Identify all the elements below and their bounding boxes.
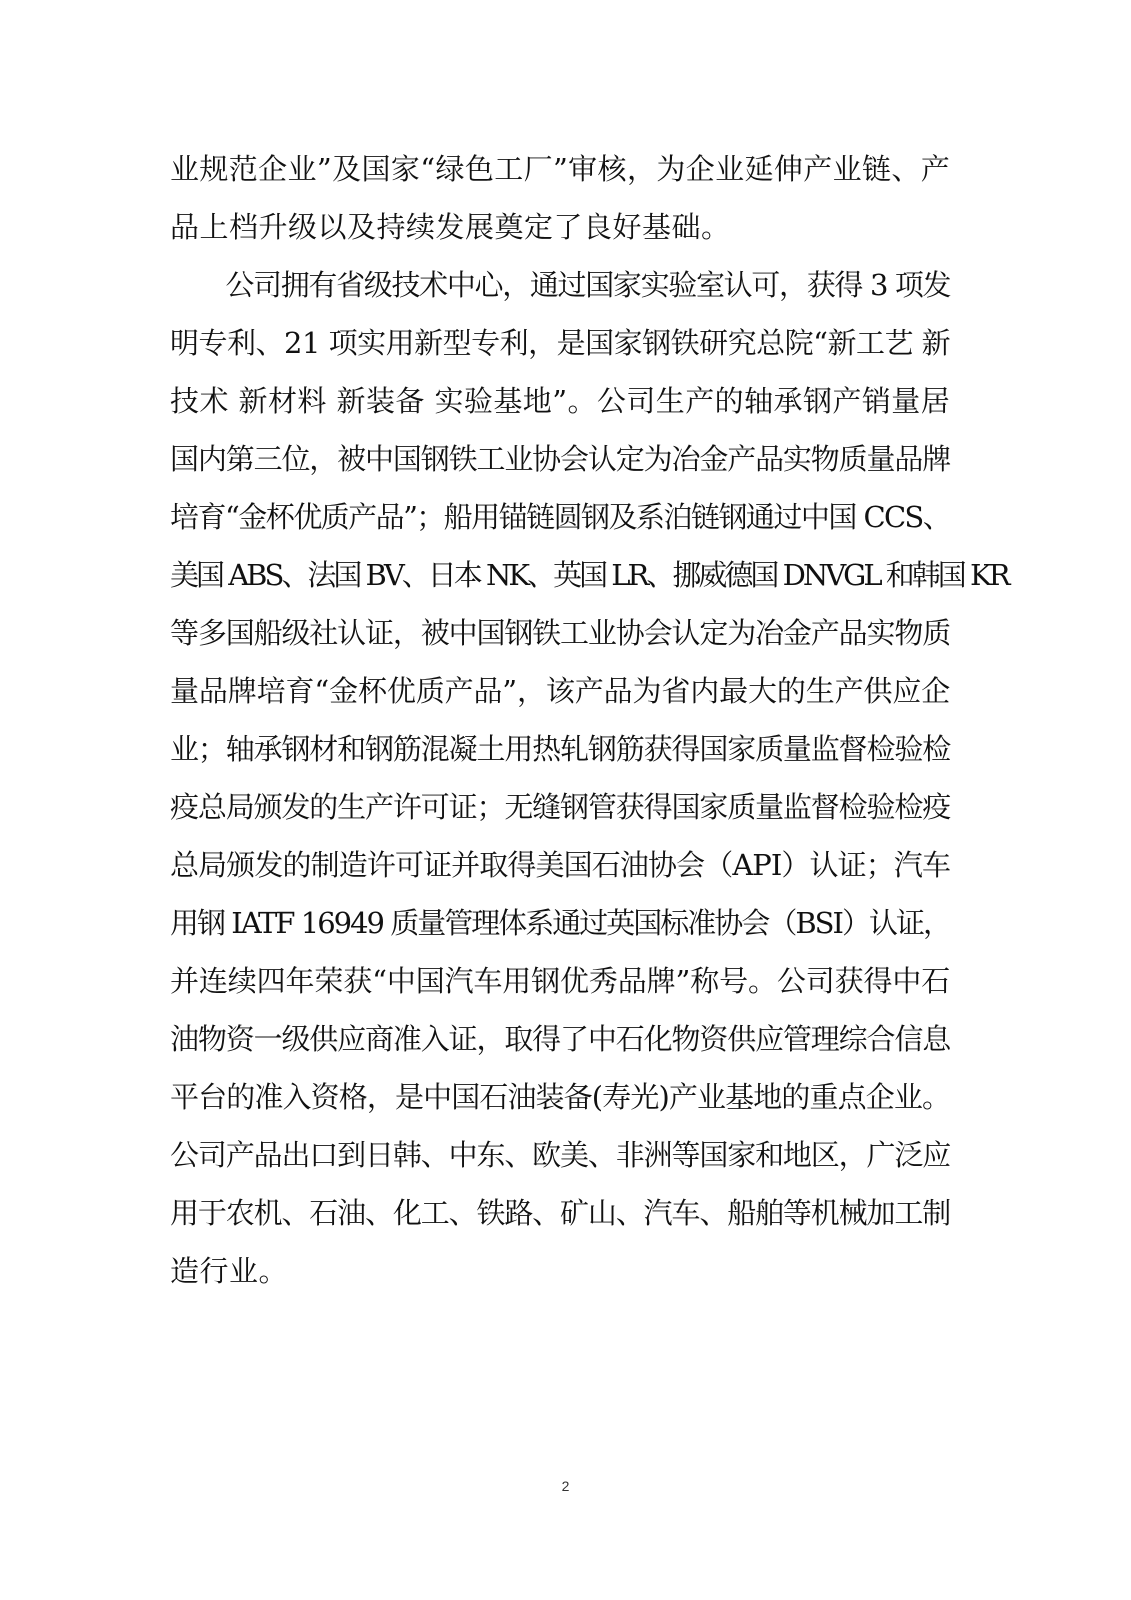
text-line: 疫总局颁发的生产许可证；无缝钢管获得国家质量监督检验检疫 <box>170 790 950 824</box>
text-line: 业规范企业”及国家“绿色工厂”审核，为企业延伸产业链、产 <box>170 152 950 186</box>
text-line: 国内第三位，被中国钢铁工业协会认定为冶金产品实物质量品牌 <box>170 442 950 476</box>
text-line: 明专利、21 项实用新型专利，是国家钢铁研究总院“新工艺 新 <box>170 326 951 360</box>
text-line: 等多国船级社认证，被中国钢铁工业协会认定为冶金产品实物质 <box>170 616 950 650</box>
text-line: 培育“金杯优质产品”；船用锚链圆钢及系泊链钢通过中国 CCS、 <box>170 500 950 534</box>
text-line: 造行业。 <box>170 1254 289 1288</box>
text-line: 用于农机、石油、化工、铁路、矿山、汽车、船舶等机械加工制 <box>170 1196 950 1230</box>
paragraph-1 <box>170 140 950 256</box>
text-line: 平台的准入资格，是中国石油装备(寿光)产业基地的重点企业。 <box>170 1080 950 1114</box>
text-line: 技术 新材料 新装备 实验基地”。公司生产的轴承钢产销量居 <box>170 384 950 418</box>
text-line: 业；轴承钢材和钢筋混凝土用热轧钢筋获得国家质量监督检验检 <box>170 732 950 766</box>
text-line: 量品牌培育“金杯优质产品”，该产品为省内最大的生产供应企 <box>170 674 950 708</box>
text-line: 并连续四年荣获“中国汽车用钢优秀品牌”称号。公司获得中石 <box>170 964 950 998</box>
page-number: 2 <box>561 1478 570 1494</box>
text-line: 品上档升级以及持续发展奠定了良好基础。 <box>170 210 731 244</box>
paragraph-2 <box>170 256 1008 1300</box>
text-line: 用钢 IATF 16949 质量管理体系通过英国标准协会（BSI）认证， <box>170 906 950 940</box>
text-line: 美国 ABS、法国 BV、日本 NK、英国 LR、挪威德国 DNVGL 和韩国 KR <box>170 558 1008 592</box>
text-line: 公司产品出口到日韩、中东、欧美、非洲等国家和地区，广泛应 <box>170 1138 950 1172</box>
text-line: 油物资一级供应商准入证，取得了中石化物资供应管理综合信息 <box>170 1022 950 1056</box>
text-line: 公司拥有省级技术中心，通过国家实验室认可，获得 3 项发 <box>170 268 950 302</box>
text-line: 总局颁发的制造许可证并取得美国石油协会（API）认证；汽车 <box>170 848 950 882</box>
body-text <box>170 140 1008 1300</box>
